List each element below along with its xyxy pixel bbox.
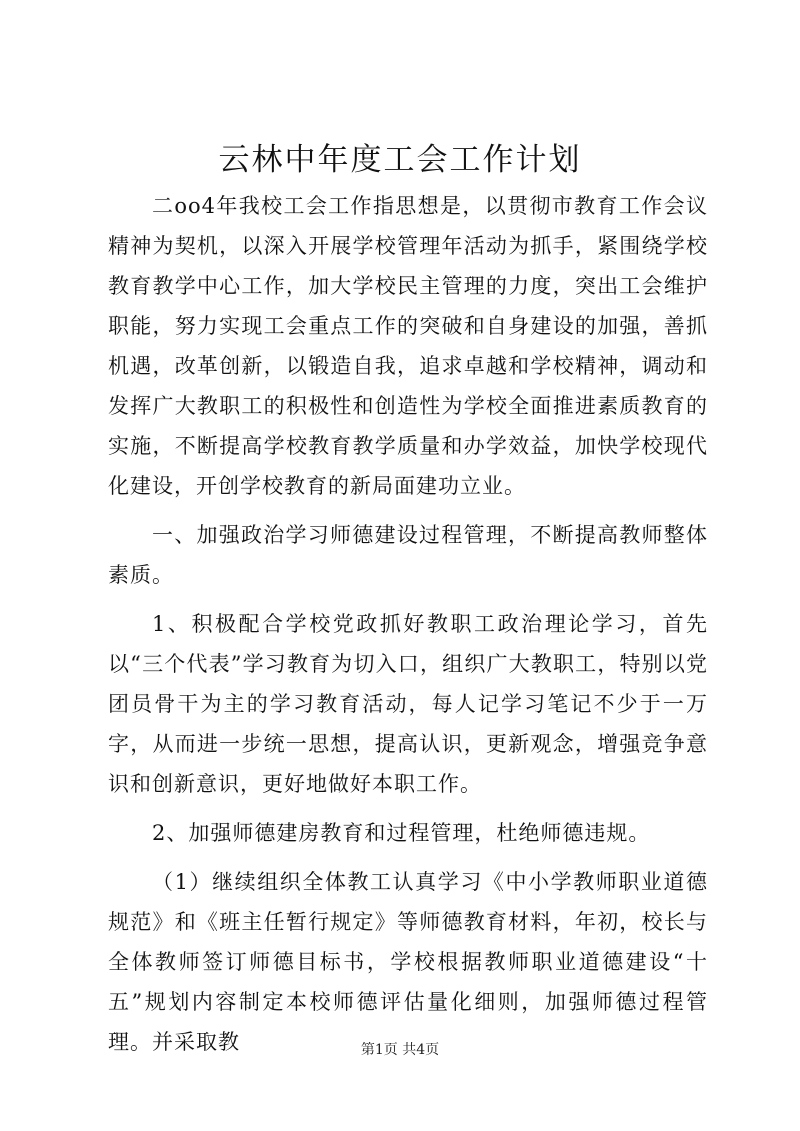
document-title: 云林中年度工会工作计划 (218, 142, 582, 178)
page-footer: 第1页 共4页 (360, 1042, 440, 1058)
paragraph-section-1-heading: 一、加强政治学习师德建设过程管理，不断提高教师整体素质。 (108, 523, 708, 587)
paragraph-subitem-1: （1）继续组织全体教工认真学习《中小学教师职业道德规范》和《班主任暂行规定》等师德教育材料，年初，校长与全体教师签订师德目标书，学校根据教师职业道德建设“十五”规划内容制定本校师德评估量化细则，加强师德过程管理。并采取教 (108, 870, 708, 1054)
document-body (108, 186, 708, 1071)
paragraph-item-1: 1、积极配合学校党政抓好教职工政治理论学习，首先以“三个代表”学习教育为切入口，组织广大教职工，特别以党团员骨干为主的学习教育活动，每人记学习笔记不少于一万字，从而进一步统一思想，提高认识，更新观念，增强竞争意识和创新意识，更好地做好本职工作。 (108, 612, 708, 796)
paragraph-intro: 二oo4年我校工会工作指思想是，以贯彻市教育工作会议精神为契机，以深入开展学校管理年活动为抓手，紧围绕学校教育教学中心工作，加大学校民主管理的力度，突出工会维护职能，努力实现工会重点工作的突破和自身建设的加强，善抓机遇，改革创新，以锻造自我，追求卓越和学校精神，调动和发挥广大教职工的积极性和创造性为学校全面推进素质教育的实施，不断提高学校教育教学质量和办学效益，加快学校现代化建设，开创学校教育的新局面建功立业。 (108, 194, 708, 498)
paragraph-item-2: 2、加强师德建房教育和过程管理，杜绝师德违规。 (152, 821, 651, 845)
